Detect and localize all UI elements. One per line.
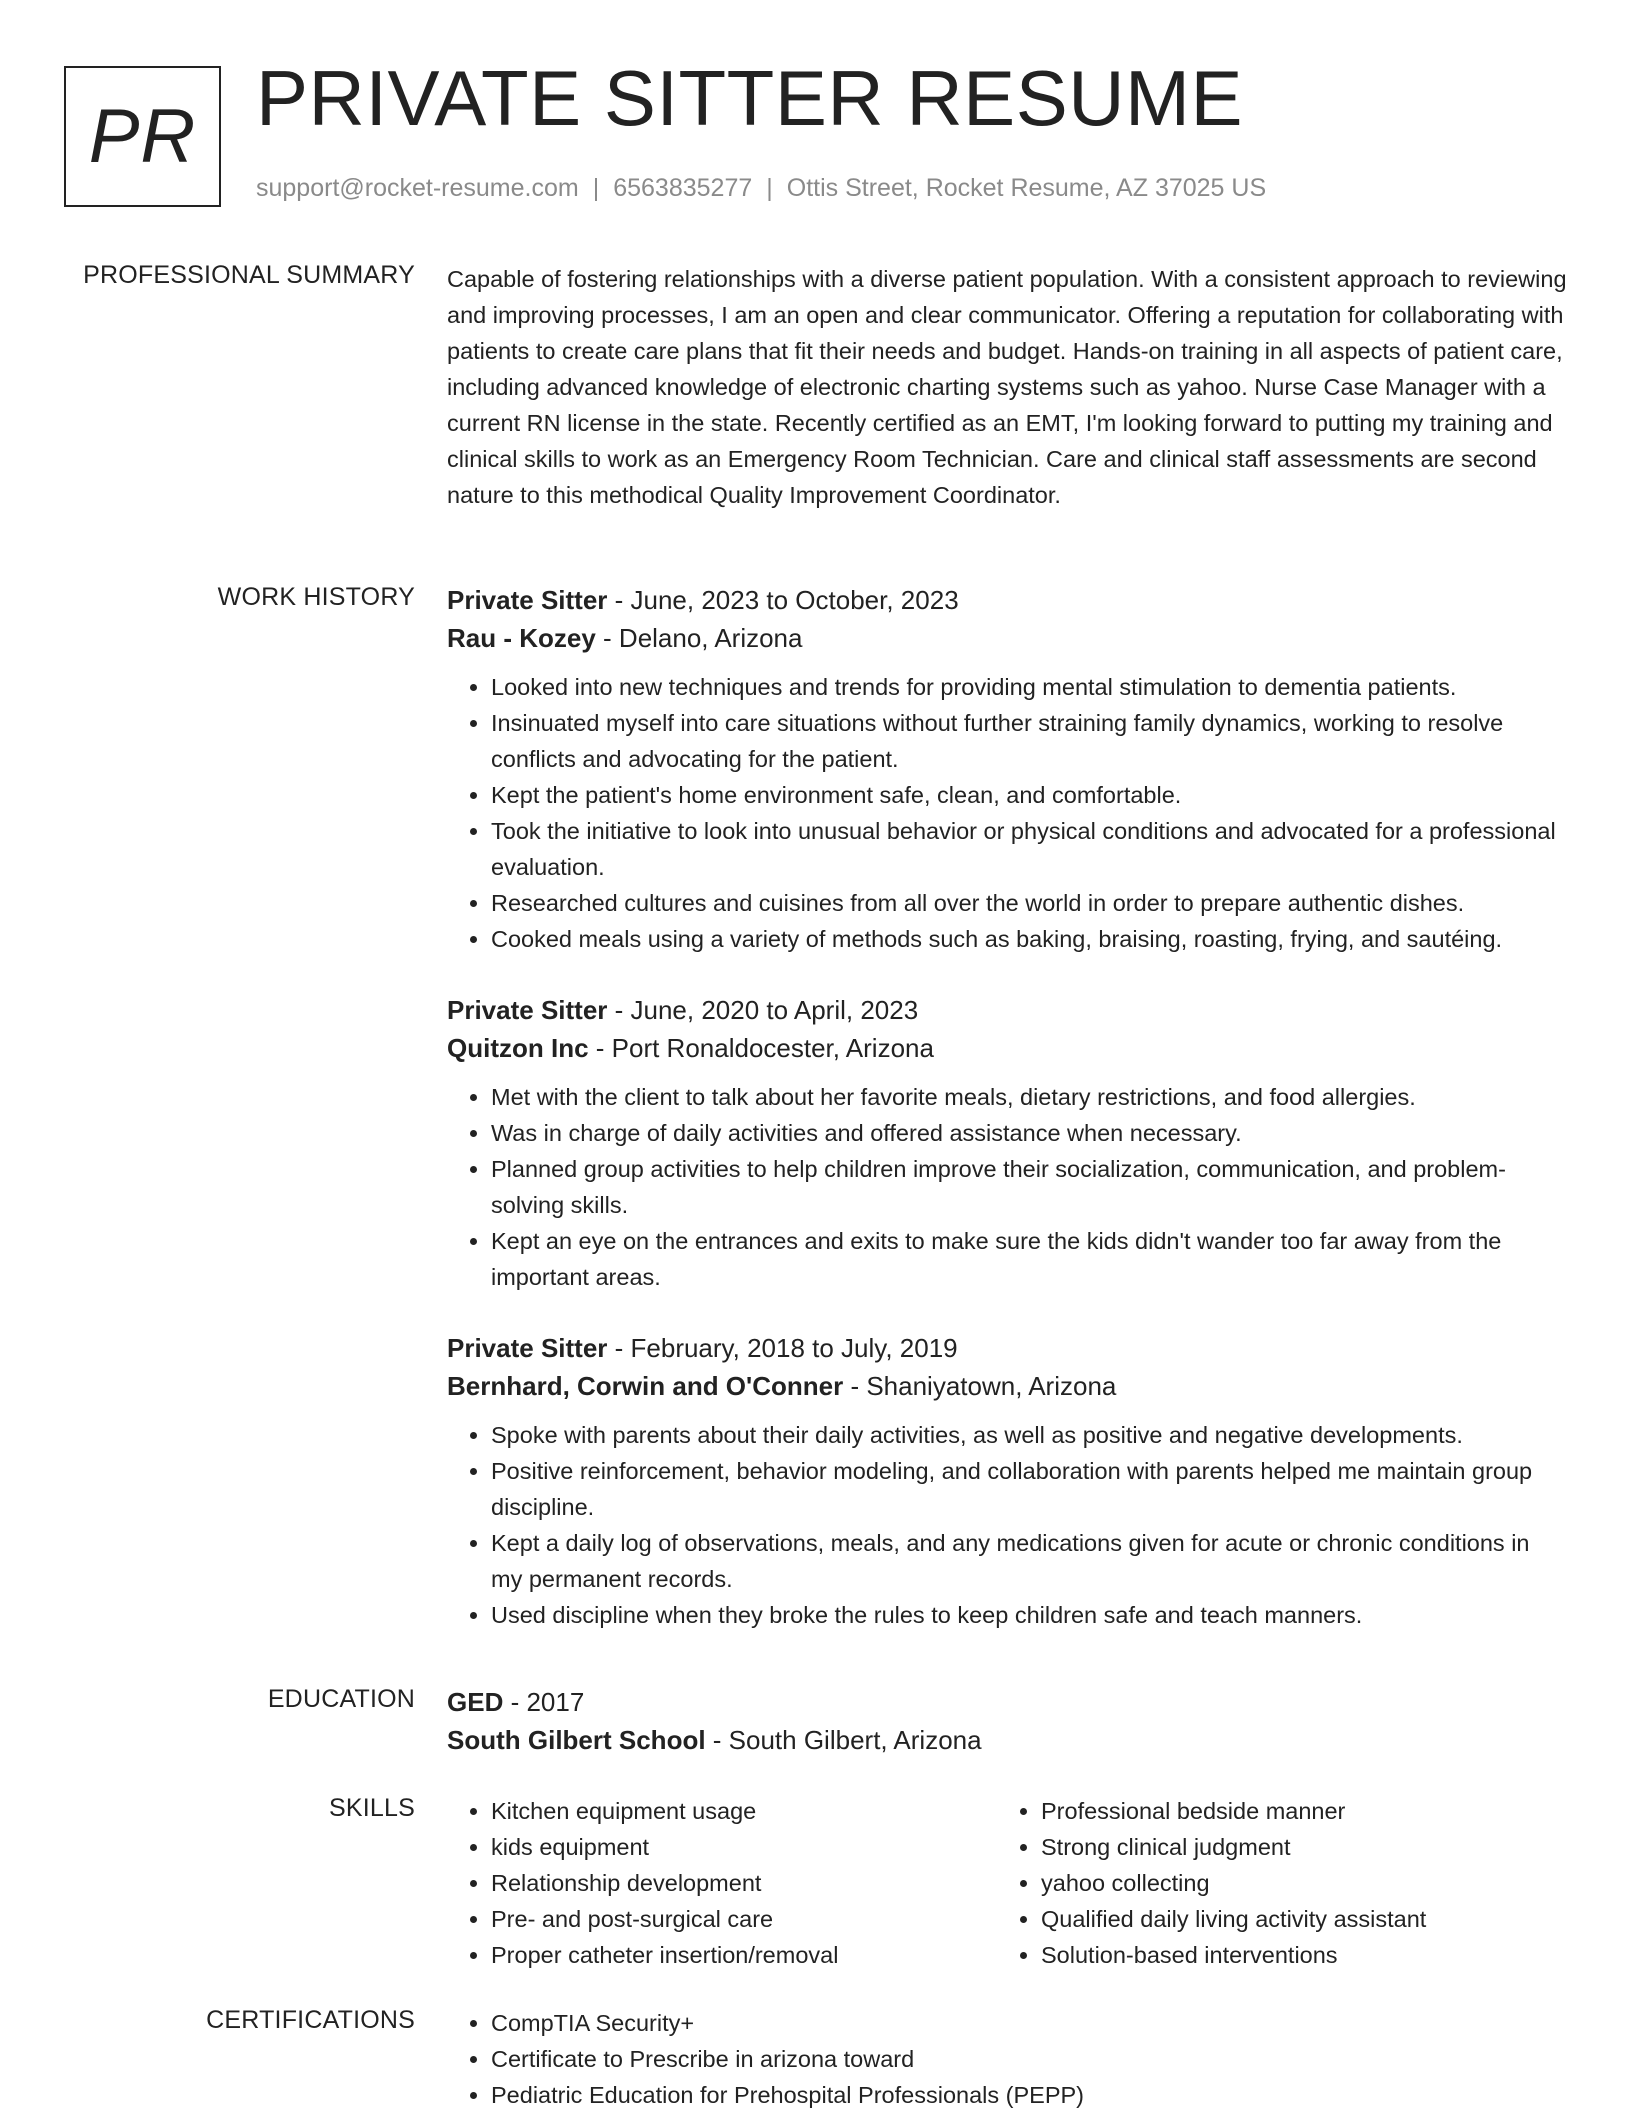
- school-line: [447, 1721, 1567, 1759]
- skills-column-left: [447, 1793, 997, 1973]
- job-location: - Port Ronaldocester, Arizona: [588, 1033, 934, 1063]
- job-bullet: • Looked into new techniques and trends for providing mental stimulation to dementia patients.: [491, 669, 1567, 705]
- job-bullets: [447, 1417, 1567, 1633]
- job-bullet: • Cooked meals using a variety of methods such as baking, braising, roasting, frying, and sautéing.: [491, 921, 1567, 957]
- skill-item: • kids equipment: [491, 1829, 997, 1865]
- skill-item: • Qualified daily living activity assistant: [1041, 1901, 1547, 1937]
- job-bullet: • Kept an eye on the entrances and exits to make sure the kids didn't wander too far away from the important areas.: [491, 1223, 1567, 1295]
- job-title: Private Sitter: [447, 585, 608, 615]
- job-entry: [447, 991, 1567, 1295]
- resume-title: PRIVATE SITTER RESUME: [256, 54, 1244, 142]
- job-bullet: • Kept the patient's home environment safe, clean, and comfortable.: [491, 777, 1567, 813]
- job-bullet: • Used discipline when they broke the rules to keep children safe and teach manners.: [491, 1597, 1567, 1633]
- skill-item: • Pre- and post-surgical care: [491, 1901, 997, 1937]
- contact-phone[interactable]: 6563835277: [613, 174, 753, 202]
- education-heading: EDUCATION: [267, 1685, 415, 1713]
- certification-item: • CompTIA Security+: [491, 2005, 1567, 2041]
- certification-item: • Certificate to Prescribe in arizona toward: [491, 2041, 1567, 2077]
- job-dates: - June, 2020 to April, 2023: [607, 995, 919, 1025]
- skills-list: [447, 1793, 997, 1973]
- job-dates: - February, 2018 to July, 2019: [607, 1333, 958, 1363]
- degree-year: - 2017: [503, 1687, 585, 1717]
- job-location: - Delano, Arizona: [595, 623, 803, 653]
- skill-item: • Kitchen equipment usage: [491, 1793, 997, 1829]
- job-bullet: • Spoke with parents about their daily activities, as well as positive and negative developments.: [491, 1417, 1567, 1453]
- job-title-line: [447, 1329, 1567, 1367]
- contact-line: [256, 174, 1266, 203]
- job-entry: [447, 581, 1567, 957]
- job-bullet: • Was in charge of daily activities and offered assistance when necessary.: [491, 1115, 1567, 1151]
- skills-heading: SKILLS: [329, 1794, 415, 1822]
- school-location: - South Gilbert, Arizona: [705, 1725, 982, 1755]
- job-bullet: • Kept a daily log of observations, meals, and any medications given for acute or chronic conditions in my permanent records.: [491, 1525, 1567, 1597]
- job-company-line: [447, 1367, 1567, 1405]
- skills-body: [447, 1793, 1567, 1973]
- contact-separator: |: [592, 174, 600, 202]
- contact-email[interactable]: support@rocket-resume.com: [256, 174, 579, 202]
- school: South Gilbert School: [447, 1725, 706, 1755]
- skill-item: • yahoo collecting: [1041, 1865, 1547, 1901]
- skill-item: • Strong clinical judgment: [1041, 1829, 1547, 1865]
- job-bullets: [447, 1079, 1567, 1295]
- job-entry: [447, 1329, 1567, 1633]
- skill-item: • Solution-based interventions: [1041, 1937, 1547, 1973]
- job-bullet: • Insinuated myself into care situations without further straining family dynamics, working to resolve conflicts and advocating for the patient.: [491, 705, 1567, 777]
- skill-item: • Proper catheter insertion/removal: [491, 1937, 997, 1973]
- job-dates: - June, 2023 to October, 2023: [607, 585, 959, 615]
- degree: GED: [447, 1687, 504, 1717]
- skills-column-right: [997, 1793, 1547, 1973]
- degree-line: [447, 1683, 1567, 1721]
- job-bullet: • Researched cultures and cuisines from all over the world in order to prepare authentic dishes.: [491, 885, 1567, 921]
- job-company-line: [447, 619, 1567, 657]
- job-title: Private Sitter: [447, 1333, 608, 1363]
- work-history-heading: WORK HISTORY: [217, 583, 415, 611]
- job-bullet: • Took the initiative to look into unusual behavior or physical conditions and advocated for a professional evaluation.: [491, 813, 1567, 885]
- job-title: Private Sitter: [447, 995, 608, 1025]
- job-bullets: [447, 669, 1567, 957]
- summary-body: [447, 261, 1567, 513]
- certifications-list: [447, 2005, 1567, 2113]
- monogram-badge: PR: [64, 66, 221, 207]
- skill-item: • Relationship development: [491, 1865, 997, 1901]
- skills-list: [997, 1793, 1547, 1973]
- job-company: Bernhard, Corwin and O'Conner: [447, 1371, 844, 1401]
- job-bullet: • Met with the client to talk about her favorite meals, dietary restrictions, and food allergies.: [491, 1079, 1567, 1115]
- job-company-line: [447, 1029, 1567, 1067]
- job-location: - Shaniyatown, Arizona: [843, 1371, 1117, 1401]
- contact-address: Ottis Street, Rocket Resume, AZ 37025 US: [786, 174, 1267, 202]
- job-bullet: • Positive reinforcement, behavior modeling, and collaboration with parents helped me maintain group discipline.: [491, 1453, 1567, 1525]
- certification-item: • Pediatric Education for Prehospital Professionals (PEPP): [491, 2077, 1567, 2113]
- contact-separator: |: [766, 174, 773, 202]
- job-title-line: [447, 991, 1567, 1029]
- job-company: Quitzon Inc: [447, 1033, 589, 1063]
- job-title-line: [447, 581, 1567, 619]
- work-history-body: [447, 581, 1567, 1633]
- summary-heading: PROFESSIONAL SUMMARY: [83, 261, 415, 289]
- job-company: Rau - Kozey: [447, 623, 596, 653]
- education-body: [447, 1683, 1567, 1759]
- skill-item: • Professional bedside manner: [1041, 1793, 1547, 1829]
- certifications-heading: CERTIFICATIONS: [206, 2006, 415, 2034]
- summary-text: Capable of fostering relationships with a diverse patient population. With a consistent approach to reviewing and improving processes, I am an open and clear communicator. Offering a reputation for collaborating with patients to create care plans that fit their needs and budget. Hands-on training in all aspects of patient care, including advanced knowledge of electronic charting systems such as yahoo. Nurse Case Manager with a current RN license in the state. Recently certified as an EMT, I'm looking forward to putting my training and clinical skills to work as an Emergency Room Technician. Care and clinical staff assessments are second nature to this methodical Quality Improvement Coordinator.: [447, 266, 1567, 508]
- certifications-body: [447, 2005, 1567, 2113]
- job-bullet: • Planned group activities to help children improve their socialization, communication, and problem-solving skills.: [491, 1151, 1567, 1223]
